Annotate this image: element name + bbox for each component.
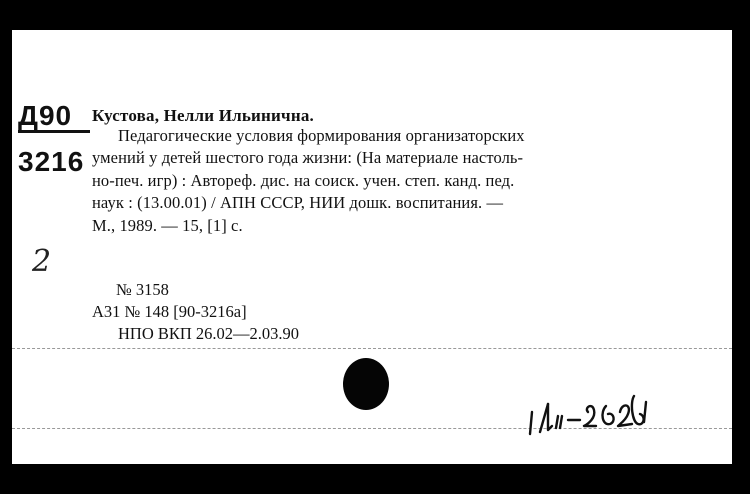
call-number-bottom: 3216	[18, 146, 85, 177]
registry-npo: НПО ВКП 26.02—2.03.90	[118, 324, 300, 343]
author-name: Кустова, Нелли Ильинична.	[92, 106, 314, 125]
registry-number: № 3158	[116, 280, 169, 299]
entry-line-3: но-печ. игр) : Автореф. дис. на соиск. учен. степ. канд. пед.	[92, 171, 515, 190]
entry-line-5: М., 1989. — 15, [1] с.	[92, 216, 243, 235]
entry-line-2: умений у детей шестого года жизни: (На материале настоль-	[92, 148, 524, 167]
registry-code: А31 № 148 [90-3216а]	[92, 302, 247, 321]
punch-hole	[343, 358, 389, 410]
catalog-card	[12, 30, 732, 464]
call-number-line1: Д90	[18, 100, 73, 131]
entry-line-4: наук : (13.00.01) / АПН СССР, НИИ дошк. воспитания. —	[92, 193, 504, 212]
handwritten-signature	[522, 382, 662, 442]
scan-edge	[732, 30, 750, 464]
entry-line-1: Педагогические условия формирования организаторских	[118, 126, 525, 145]
scan-divider-1	[12, 348, 732, 349]
handwritten-note: 2	[32, 244, 52, 279]
call-number-top	[18, 100, 90, 133]
